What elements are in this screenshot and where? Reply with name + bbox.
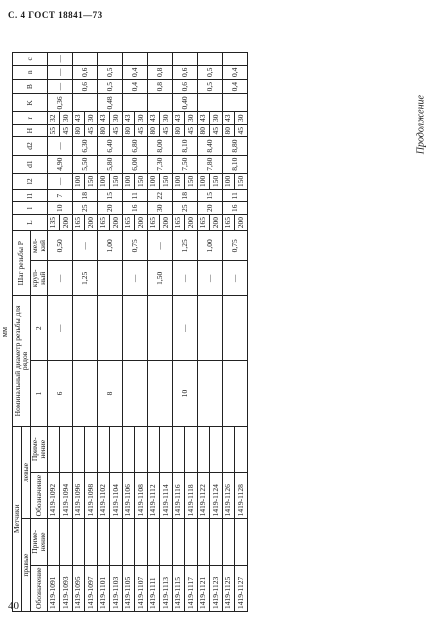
diameter-d1: 8,10 [222, 155, 247, 173]
value-K: 0,36 [47, 94, 72, 112]
designation-left: 1419-1126 [222, 472, 235, 518]
length-l2: 100 [222, 173, 235, 189]
radius-r: 30 [110, 112, 123, 125]
radius-r: 30 [235, 112, 248, 125]
applicability-right [210, 519, 223, 565]
value-B: 0,5 [197, 79, 222, 93]
designation-left: 1419-1108 [135, 472, 148, 518]
designation-right: 1419-1123 [210, 565, 223, 611]
value-n: 0,6 [172, 65, 197, 79]
pitch-fine: — [147, 231, 172, 261]
length-l1: 15 [97, 189, 122, 202]
value-B: 0,4 [122, 79, 147, 93]
header-thread-pitch: Шаг резьбы P [13, 231, 31, 296]
pitch-fine: 1,00 [197, 231, 222, 261]
pitch-coarse: — [197, 261, 222, 296]
length-l: 25 [172, 202, 197, 215]
radius-r: 32 [47, 112, 60, 125]
radius-r: 30 [210, 112, 223, 125]
nominal-diameter-row2: — [47, 296, 72, 361]
radius-r: 30 [60, 112, 73, 125]
length-L: 165 [222, 214, 235, 230]
length-l2: 100 [147, 173, 160, 189]
designation-left: 1419-1106 [122, 472, 135, 518]
nominal-diameter-row2 [197, 296, 222, 361]
length-l: 16 [122, 202, 147, 215]
height-H: 80 [72, 124, 85, 137]
applicability-right [110, 519, 123, 565]
applicability-right [222, 519, 235, 565]
nominal-diameter-row1 [197, 361, 222, 426]
applicability-left [47, 426, 60, 472]
designation-left: 1419-1094 [60, 472, 73, 518]
header-col-c: c [13, 53, 48, 66]
table-body [47, 53, 247, 612]
applicability-left [60, 426, 73, 472]
length-L: 200 [185, 214, 198, 230]
value-K [122, 94, 147, 112]
diameter-d1: 7,80 [197, 155, 222, 173]
taps-dimension-table [12, 52, 248, 612]
length-l: 30 [147, 202, 172, 215]
diameter-d1: 5,50 [72, 155, 97, 173]
length-l2: 150 [110, 173, 123, 189]
designation-right: 1419-1107 [135, 565, 148, 611]
height-H: 45 [135, 124, 148, 137]
length-L: 165 [122, 214, 135, 230]
height-H: 45 [185, 124, 198, 137]
applicability-left [110, 426, 123, 472]
value-K [147, 94, 172, 112]
length-L: 165 [147, 214, 160, 230]
diameter-d2: 8,40 [197, 137, 222, 155]
designation-right: 1419-1095 [72, 565, 85, 611]
designation-right: 1419-1111 [147, 565, 160, 611]
value-c [197, 53, 222, 66]
height-H: 80 [222, 124, 235, 137]
length-l2: 150 [235, 173, 248, 189]
header-col-d1: d1 [13, 155, 48, 173]
table-row [97, 53, 110, 612]
header-designation-left: Обозначение [30, 472, 47, 518]
length-l2: 150 [160, 173, 173, 189]
pitch-coarse: — [122, 261, 147, 296]
header-col-l1: l1 [13, 189, 48, 202]
units-label: мм [0, 326, 9, 338]
value-c [72, 53, 97, 66]
height-H: 80 [147, 124, 160, 137]
header-right: правые [21, 519, 30, 612]
radius-r: 30 [160, 112, 173, 125]
designation-right: 1419-1093 [60, 565, 73, 611]
designation-right: 1419-1101 [97, 565, 110, 611]
value-n: 0,4 [222, 65, 247, 79]
length-L: 165 [172, 214, 185, 230]
designation-left: 1419-1128 [235, 472, 248, 518]
length-l1: 7 [47, 189, 72, 202]
value-n: 0,8 [147, 65, 172, 79]
value-B: 0,4 [222, 79, 247, 93]
diameter-d2: 6,40 [97, 137, 122, 155]
header-col-r: r [13, 112, 48, 125]
value-c [172, 53, 197, 66]
designation-right: 1419-1097 [85, 565, 98, 611]
value-c [147, 53, 172, 66]
length-l: 10 [47, 202, 72, 215]
page-header-standard: С. 4 ГОСТ 18841—73 [8, 10, 103, 20]
length-l2: 150 [185, 173, 198, 189]
length-L: 200 [135, 214, 148, 230]
value-B: 0,6 [72, 79, 97, 93]
header-col-d2: d2 [13, 137, 48, 155]
header-col-L: L [13, 214, 48, 230]
value-c [222, 53, 247, 66]
value-B: 0,5 [97, 79, 122, 93]
pitch-fine: 1,00 [97, 231, 122, 261]
diameter-d2: — [47, 137, 72, 155]
header-row-2: 2 [30, 296, 47, 361]
height-H: 45 [60, 124, 73, 137]
pitch-coarse: 1,25 [72, 261, 97, 296]
diameter-d1: 5,80 [97, 155, 122, 173]
applicability-right [185, 519, 198, 565]
diameter-d2: 8,10 [172, 137, 197, 155]
height-H: 80 [122, 124, 135, 137]
height-H: 45 [85, 124, 98, 137]
radius-r: 30 [185, 112, 198, 125]
pitch-coarse: 1,50 [147, 261, 172, 296]
length-l2: 150 [135, 173, 148, 189]
applicability-left [147, 426, 160, 472]
applicability-right [122, 519, 135, 565]
nominal-diameter-row2 [97, 296, 122, 361]
applicability-left [222, 426, 235, 472]
radius-r: 43 [197, 112, 210, 125]
height-H: 45 [160, 124, 173, 137]
value-K [197, 94, 222, 112]
applicability-left [235, 426, 248, 472]
header-applicability-left: Приме-нение [30, 426, 47, 472]
radius-r: 43 [222, 112, 235, 125]
designation-left: 1419-1114 [160, 472, 173, 518]
length-L: 200 [160, 214, 173, 230]
applicability-left [197, 426, 210, 472]
table-row [147, 53, 160, 612]
designation-left: 1419-1092 [47, 472, 60, 518]
radius-r: 43 [172, 112, 185, 125]
value-K [72, 94, 97, 112]
designation-left: 1419-1104 [110, 472, 123, 518]
nominal-diameter-row1 [122, 361, 147, 426]
length-l2: 100 [97, 173, 110, 189]
rotated-table-area [0, 52, 397, 612]
applicability-left [135, 426, 148, 472]
value-K: 0,48 [97, 94, 122, 112]
diameter-d1: 4,90 [47, 155, 72, 173]
length-l1: 11 [222, 189, 247, 202]
value-B: — [47, 79, 72, 93]
diameter-d2: 6,80 [122, 137, 147, 155]
applicability-left [172, 426, 185, 472]
value-n: 0,6 [72, 65, 97, 79]
length-L: 200 [110, 214, 123, 230]
length-l: 20 [197, 202, 222, 215]
diameter-d1: 7,50 [172, 155, 197, 173]
table-row [172, 53, 185, 612]
applicability-right [235, 519, 248, 565]
designation-right: 1419-1103 [110, 565, 123, 611]
applicability-right [197, 519, 210, 565]
applicability-right [147, 519, 160, 565]
radius-r: 30 [85, 112, 98, 125]
designation-left: 1419-1112 [147, 472, 160, 518]
designation-right: 1419-1125 [222, 565, 235, 611]
length-l2: 100 [172, 173, 185, 189]
diameter-d1: 7,30 [147, 155, 172, 173]
length-l2: 100 [197, 173, 210, 189]
diameter-d2: 8,80 [222, 137, 247, 155]
applicability-left [97, 426, 110, 472]
value-n: 0,4 [122, 65, 147, 79]
nominal-diameter-row2 [72, 296, 97, 361]
header-col-l2: l2 [13, 173, 48, 189]
applicability-right [97, 519, 110, 565]
value-c [122, 53, 147, 66]
header-fine: мел-кий [30, 231, 47, 261]
height-H: 55 [47, 124, 60, 137]
table-row [222, 53, 235, 612]
nominal-diameter-row1: 10 [172, 361, 197, 426]
radius-r: 43 [97, 112, 110, 125]
pitch-fine: 0,75 [222, 231, 247, 261]
radius-r: 43 [147, 112, 160, 125]
pitch-fine: 0,75 [122, 231, 147, 261]
length-l1: 18 [72, 189, 97, 202]
applicability-left [72, 426, 85, 472]
designation-right: 1419-1117 [185, 565, 198, 611]
designation-left: 1419-1098 [85, 472, 98, 518]
radius-r: 30 [135, 112, 148, 125]
applicability-right [85, 519, 98, 565]
length-l: 16 [222, 202, 247, 215]
header-col-K: K [13, 94, 48, 112]
nominal-diameter-row1: 8 [97, 361, 122, 426]
radius-r: 43 [122, 112, 135, 125]
length-L: 200 [60, 214, 73, 230]
length-L: 165 [97, 214, 110, 230]
applicability-left [85, 426, 98, 472]
header-col-H: H [13, 124, 48, 137]
applicability-right [72, 519, 85, 565]
length-l1: 18 [172, 189, 197, 202]
length-L: 165 [72, 214, 85, 230]
nominal-diameter-row2 [122, 296, 147, 361]
header-designation-right: Обозначение [30, 565, 47, 611]
value-K: 0,40 [172, 94, 197, 112]
designation-left: 1419-1102 [97, 472, 110, 518]
designation-right: 1419-1105 [122, 565, 135, 611]
designation-right: 1419-1115 [172, 565, 185, 611]
height-H: 45 [210, 124, 223, 137]
length-l2: 100 [72, 173, 85, 189]
pitch-fine: — [72, 231, 97, 261]
designation-left: 1419-1116 [172, 472, 185, 518]
header-col-n: n [13, 65, 48, 79]
table-row [197, 53, 210, 612]
length-l1: 22 [147, 189, 172, 202]
diameter-d2: 8,00 [147, 137, 172, 155]
length-l: 25 [72, 202, 97, 215]
applicability-right [160, 519, 173, 565]
applicability-right [172, 519, 185, 565]
value-B: 0,8 [147, 79, 172, 93]
length-L: 200 [235, 214, 248, 230]
height-H: 45 [235, 124, 248, 137]
radius-r: 43 [72, 112, 85, 125]
header-coarse: круп-ный [30, 261, 47, 296]
length-l2: 100 [122, 173, 135, 189]
pitch-coarse: — [222, 261, 247, 296]
length-L: 135 [47, 214, 60, 230]
applicability-right [60, 519, 73, 565]
applicability-left [160, 426, 173, 472]
value-B: 0,6 [172, 79, 197, 93]
designation-right: 1419-1127 [235, 565, 248, 611]
diameter-d1: 6,00 [122, 155, 147, 173]
designation-left: 1419-1124 [210, 472, 223, 518]
value-n: 0,5 [197, 65, 222, 79]
length-l2: 150 [210, 173, 223, 189]
designation-right: 1419-1091 [47, 565, 60, 611]
pitch-coarse: — [47, 261, 72, 296]
length-l: 20 [97, 202, 122, 215]
pitch-fine: 1,25 [172, 231, 197, 261]
value-n: 0,5 [97, 65, 122, 79]
nominal-diameter-row2: — [172, 296, 197, 361]
header-metiki: Метчики [13, 426, 22, 611]
pitch-coarse: — [172, 261, 197, 296]
applicability-left [210, 426, 223, 472]
value-c: — [47, 53, 72, 66]
height-H: 45 [110, 124, 123, 137]
length-L: 165 [197, 214, 210, 230]
designation-left: 1419-1096 [72, 472, 85, 518]
value-n: — [47, 65, 72, 79]
table-row [47, 53, 60, 612]
pitch-fine: 0,50 [47, 231, 72, 261]
value-K [222, 94, 247, 112]
designation-right: 1419-1121 [197, 565, 210, 611]
nominal-diameter-row2 [147, 296, 172, 361]
header-col-B: B [13, 79, 48, 93]
nominal-diameter-row1: 6 [47, 361, 72, 426]
nominal-diameter-row1 [72, 361, 97, 426]
nominal-diameter-row1 [147, 361, 172, 426]
applicability-right [47, 519, 60, 565]
designation-left: 1419-1118 [185, 472, 198, 518]
length-L: 200 [210, 214, 223, 230]
nominal-diameter-row2 [222, 296, 247, 361]
table-row [122, 53, 135, 612]
header-applicability-right: Приме-нение [30, 519, 47, 565]
table-row [72, 53, 85, 612]
length-l1: 15 [197, 189, 222, 202]
length-l2: — [47, 173, 72, 189]
applicability-right [135, 519, 148, 565]
header-nominal-diameter: Номинальный диаметр резьбы для рядов [13, 296, 31, 426]
continuation-label: Продолжение [415, 95, 426, 155]
diameter-d2: 6,30 [72, 137, 97, 155]
height-H: 80 [197, 124, 210, 137]
value-c [97, 53, 122, 66]
designation-left: 1419-1122 [197, 472, 210, 518]
length-l2: 150 [85, 173, 98, 189]
header-left: левые [21, 426, 30, 519]
header-row-1: 1 [30, 361, 47, 426]
header-col-l: l [13, 202, 48, 215]
applicability-left [122, 426, 135, 472]
designation-right: 1419-1113 [160, 565, 173, 611]
pitch-coarse [97, 261, 122, 296]
page-number: 40 [8, 600, 19, 612]
height-H: 80 [172, 124, 185, 137]
height-H: 80 [97, 124, 110, 137]
length-L: 200 [85, 214, 98, 230]
applicability-left [185, 426, 198, 472]
nominal-diameter-row1 [222, 361, 247, 426]
length-l1: 11 [122, 189, 147, 202]
